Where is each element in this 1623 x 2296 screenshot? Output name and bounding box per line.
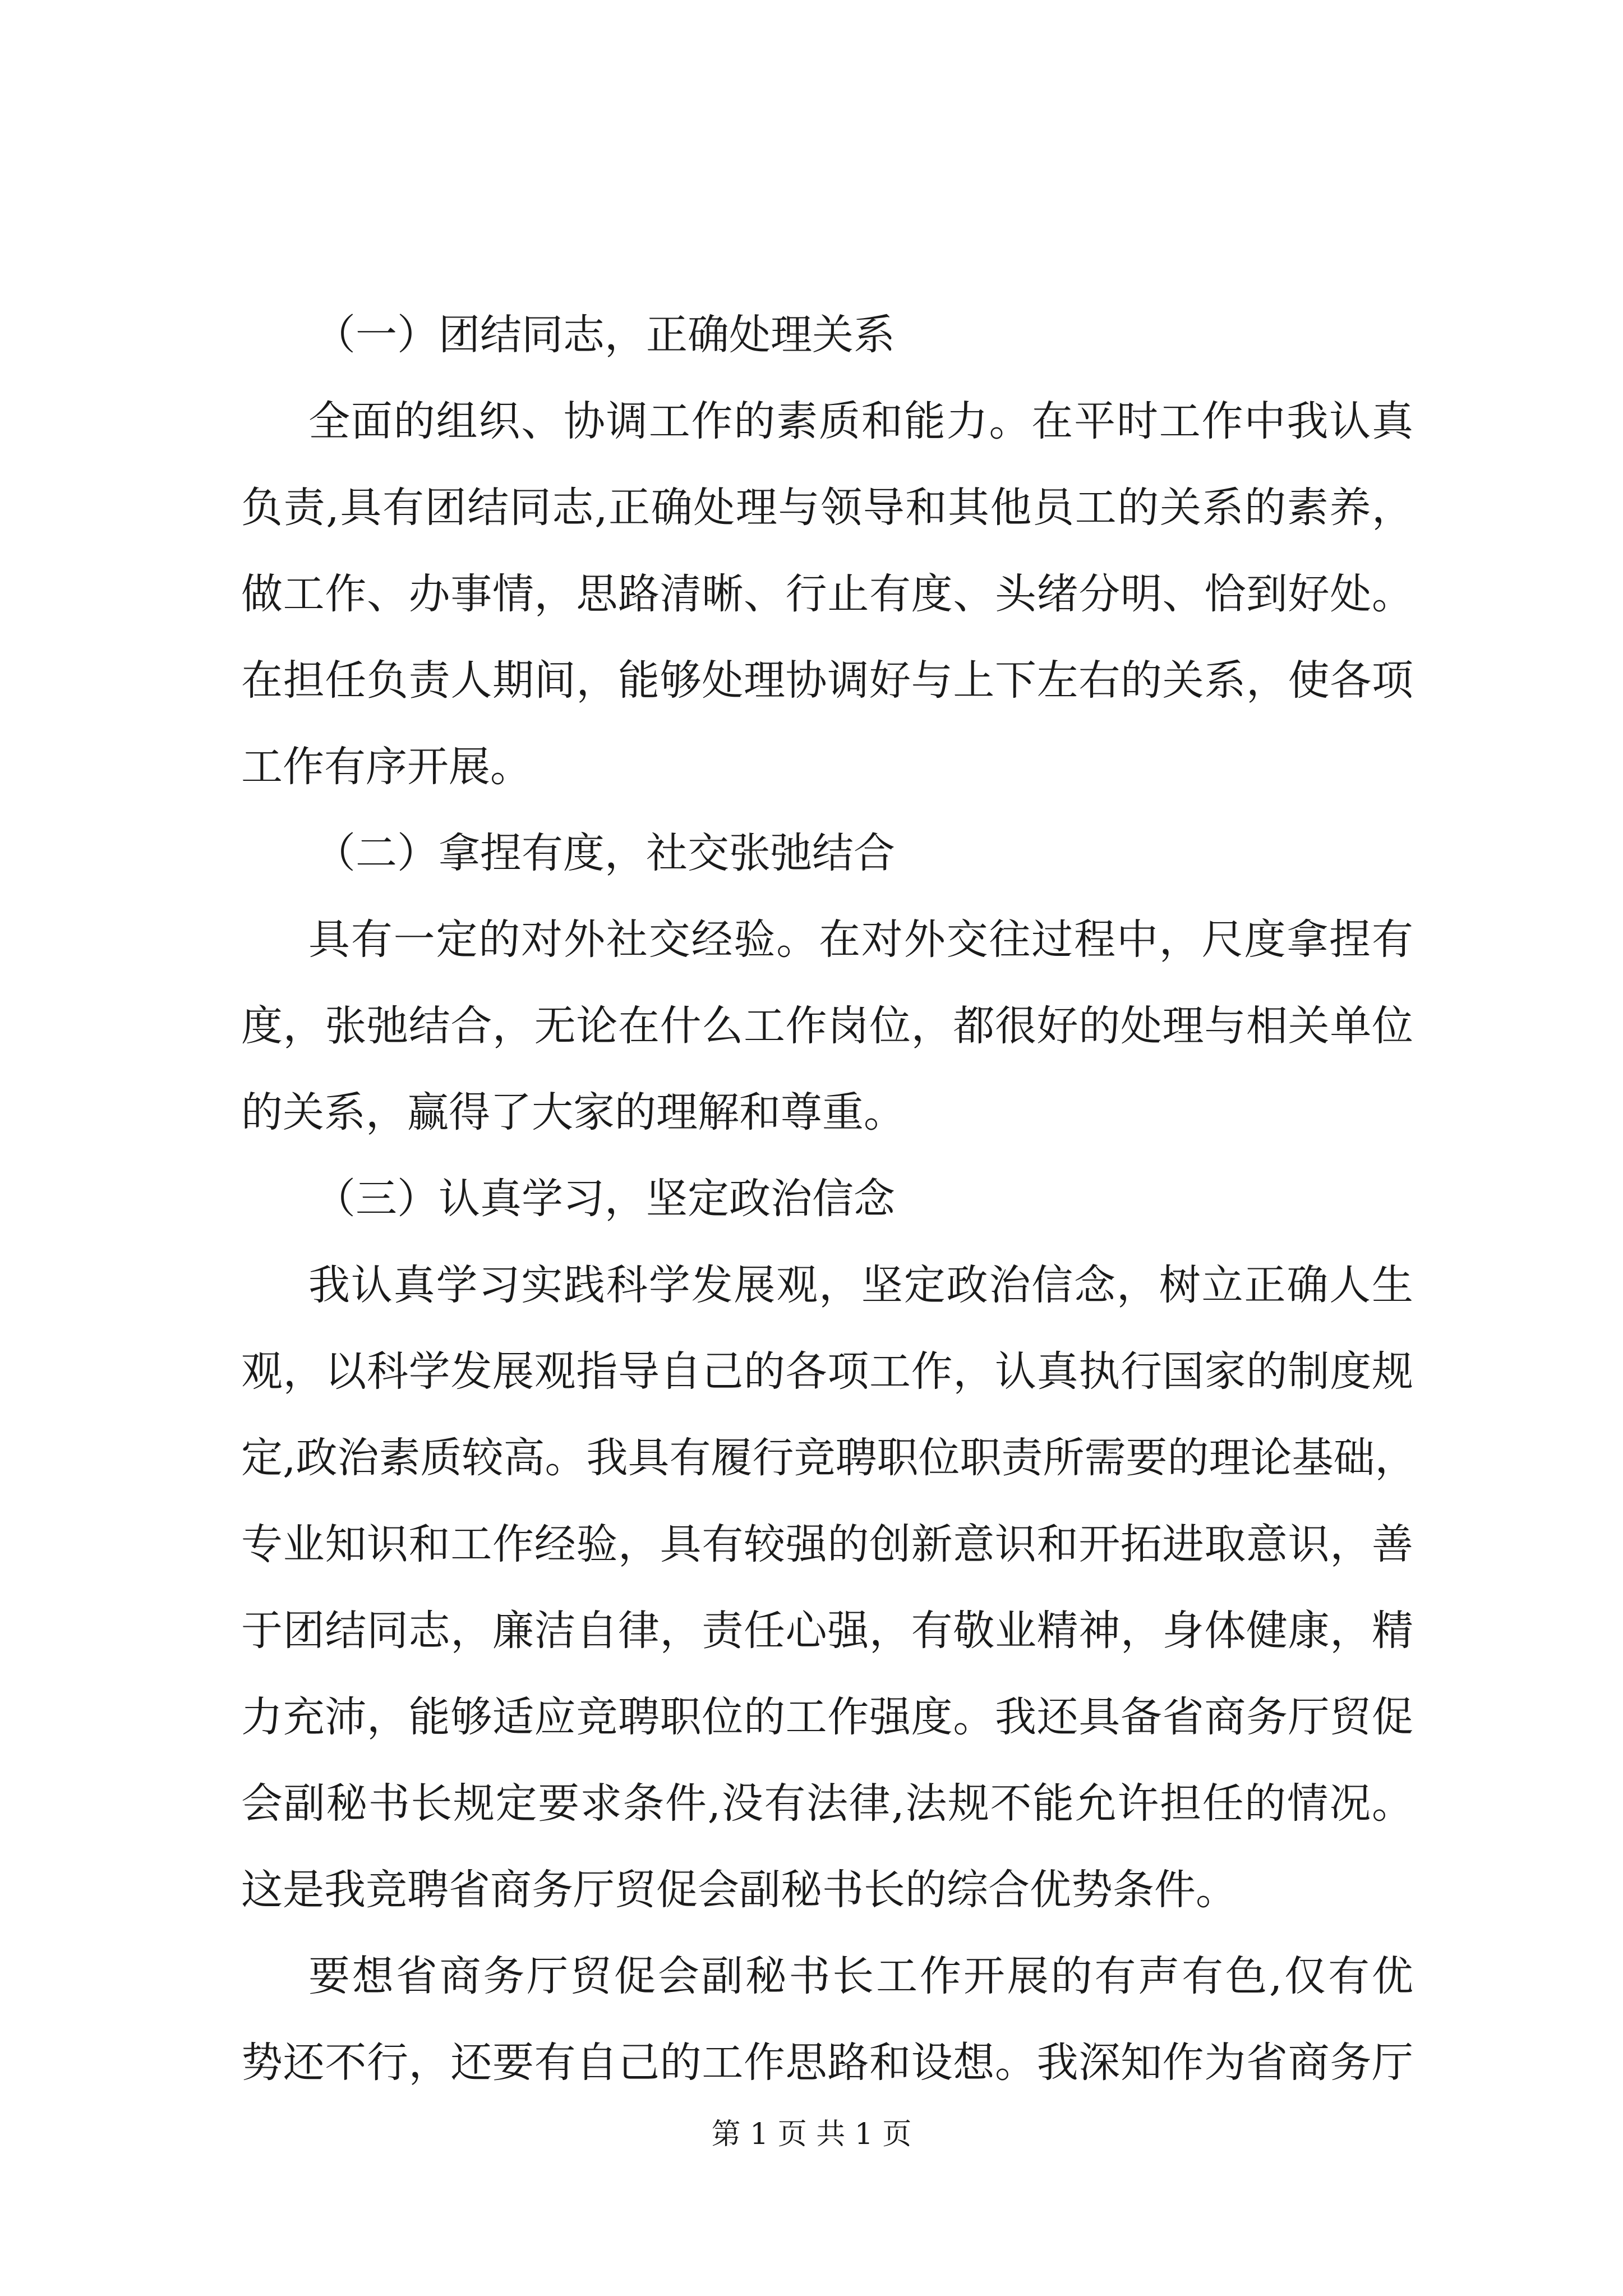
paragraph-2 — [241, 896, 1413, 1156]
paragraph-line: 我认真学习实践科学发展观，坚定政治信念，树立正确人生 — [308, 1261, 1413, 1309]
paragraph-line: 会副秘书长规定要求条件,没有法律,法规不能允许担任的情况。 — [241, 1779, 1413, 1828]
paragraph-line: 这是我竞聘省商务厅贸促会副秘书长的综合优势条件。 — [241, 1866, 1237, 1914]
paragraph-line: 全面的组织、协调工作的素质和能力。在平时工作中我认真 — [308, 397, 1413, 445]
paragraph-line: 具有一定的对外社交经验。在对外交往过程中，尺度拿捏有 — [308, 915, 1413, 964]
page-footer: 第 1 页 共 1 页 — [711, 2118, 912, 2151]
paragraph-4 — [241, 1933, 1413, 2106]
paragraph-line: 要想省商务厅贸促会副秘书长工作开展的有声有色,仅有优 — [308, 1952, 1413, 2000]
paragraph-line: 度，张弛结合，无论在什么工作岗位，都很好的处理与相关单位 — [241, 1002, 1413, 1050]
paragraph-3 — [241, 1242, 1417, 1933]
paragraph-line: 专业知识和工作经验，具有较强的创新意识和开拓进取意识，善 — [241, 1520, 1413, 1568]
section-heading-1: （一）团结同志，正确处理关系 — [314, 311, 895, 359]
paragraph-line: 的关系，赢得了大家的理解和尊重。 — [241, 1088, 905, 1137]
paragraph-line: 观，以科学发展观指导自己的各项工作，认真执行国家的制度规 — [241, 1347, 1413, 1396]
paragraph-line: 定,政治素质较高。我具有履行竞聘职位职责所需要的理论基础， — [241, 1434, 1417, 1482]
paragraph-line: 于团结同志，廉洁自律，责任心强，有敬业精神，身体健康，精 — [241, 1607, 1413, 1655]
paragraph-line: 负责,具有团结同志,正确处理与领导和其他员工的关系的素养， — [241, 484, 1413, 532]
paragraph-line: 做工作、办事情，思路清晰、行止有度、头绪分明、恰到好处。 — [241, 570, 1413, 618]
section-heading-2: （二）拿捏有度，社交张弛结合 — [314, 829, 895, 877]
paragraph-1 — [241, 378, 1413, 810]
paragraph-line: 势还不行，还要有自己的工作思路和设想。我深知作为省商务厅 — [241, 2039, 1413, 2087]
section-heading-3: （三）认真学习，坚定政治信念 — [314, 1175, 895, 1223]
paragraph-line: 在担任负责人期间，能够处理协调好与上下左右的关系，使各项 — [241, 656, 1413, 705]
paragraph-line: 工作有序开展。 — [241, 743, 532, 791]
paragraph-line: 力充沛，能够适应竞聘职位的工作强度。我还具备省商务厅贸促 — [241, 1693, 1413, 1741]
document-body — [241, 292, 1417, 2106]
